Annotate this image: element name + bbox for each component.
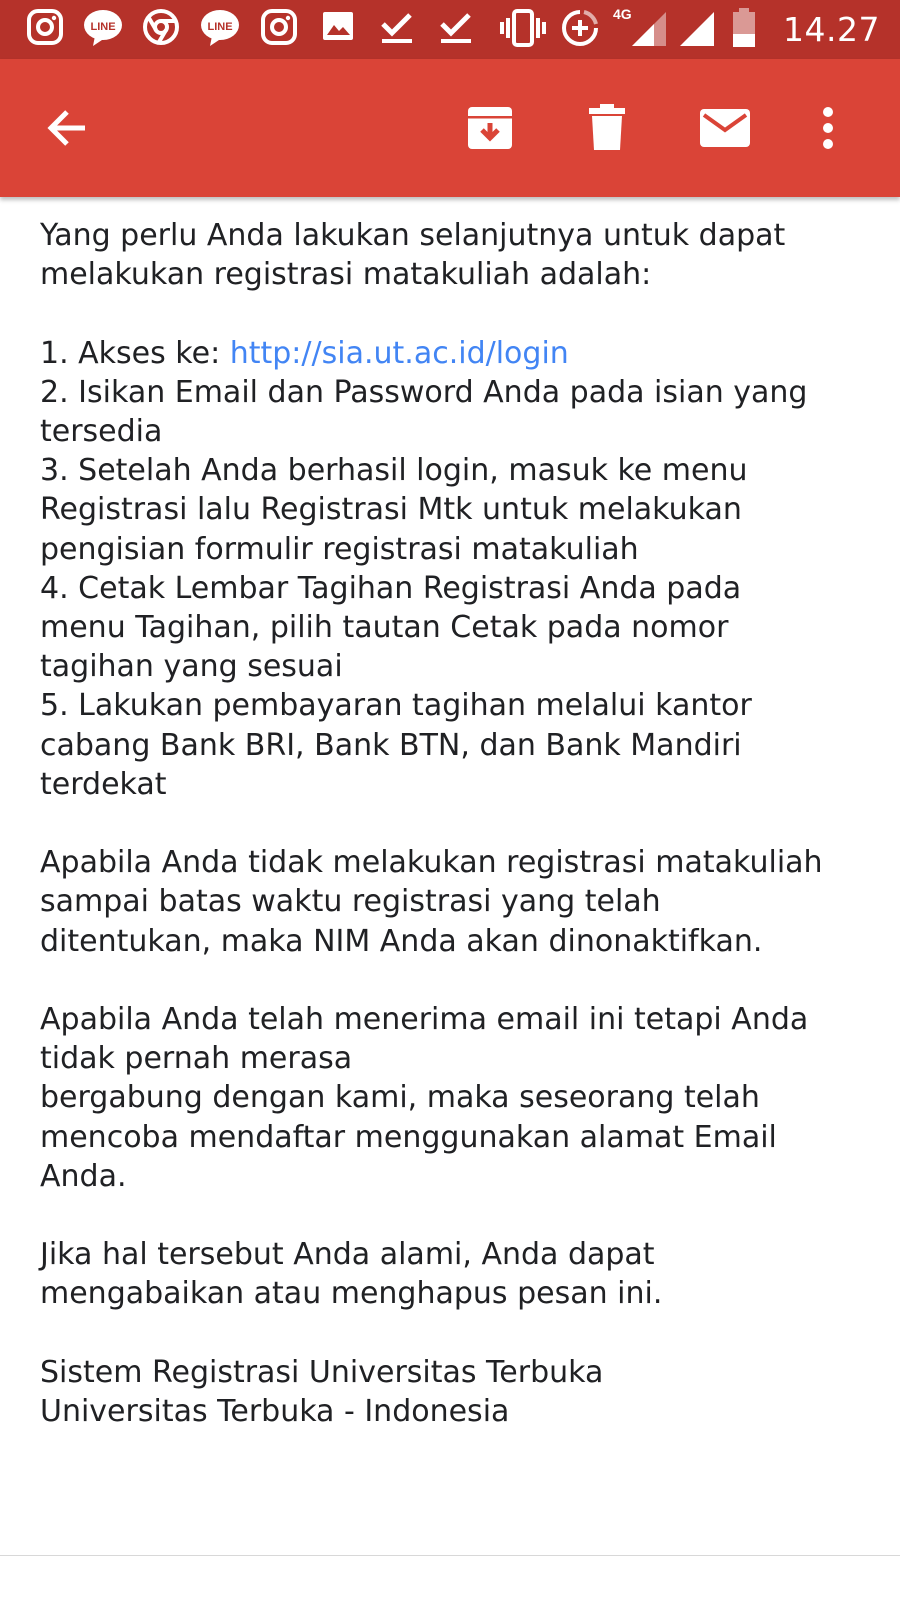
chrome-icon: [142, 8, 180, 46]
signature-line: Sistem Registrasi Universitas Terbuka: [40, 1354, 604, 1390]
email-body: [40, 216, 870, 1431]
mark-unread-button[interactable]: [690, 93, 760, 163]
more-vert-icon: [821, 106, 835, 150]
step-5-line: terdekat: [40, 766, 167, 802]
delete-button[interactable]: [572, 93, 642, 163]
status-bar: [0, 0, 900, 59]
notice-line: Apabila Anda telah menerima email ini tetapi Anda: [40, 1002, 809, 1038]
svg-text:LINE: LINE: [90, 21, 116, 33]
gallery-icon: [320, 8, 356, 44]
step-4-line: menu Tagihan, pilih tautan Cetak pada nomor: [40, 610, 729, 646]
data-saver-icon: [560, 8, 600, 48]
instagram-icon: [26, 8, 64, 46]
notice-line: bergabung dengan kami, maka seseorang telah: [40, 1080, 760, 1116]
step-3-line: pengisian formulir registrasi matakuliah: [40, 531, 639, 567]
line-icon: [83, 8, 123, 48]
step-3-line: Registrasi lalu Registrasi Mtk untuk melakukan: [40, 492, 742, 528]
check-icon: [378, 8, 416, 46]
vibrate-icon: [500, 8, 546, 48]
check-icon: [437, 8, 475, 46]
warning-line: Apabila Anda tidak melakukan registrasi matakuliah: [40, 845, 823, 881]
arrow-back-icon: [45, 106, 89, 150]
intro-line: Yang perlu Anda lakukan selanjutnya untuk dapat: [40, 218, 786, 253]
divider: [0, 1555, 900, 1556]
warning-line: ditentukan, maka NIM Anda akan dinonaktifkan.: [40, 923, 763, 959]
line-icon: [200, 8, 240, 48]
step-2-line: tersedia: [40, 414, 163, 449]
clock: 14.27: [783, 10, 880, 49]
battery-icon: [732, 8, 756, 48]
step-4-line: tagihan yang sesuai: [40, 649, 343, 685]
notice-line: mencoba mendaftar menggunakan alamat Email: [40, 1119, 777, 1155]
more-options-button[interactable]: [793, 93, 863, 163]
archive-icon: [466, 104, 514, 152]
notice-line: tidak pernah merasa: [40, 1041, 353, 1077]
svg-text:LINE: LINE: [207, 21, 233, 33]
network-type-label: 4G: [613, 6, 632, 22]
signature-line: Universitas Terbuka - Indonesia: [40, 1394, 510, 1430]
instagram-icon: [260, 8, 298, 46]
signal-icon: [678, 8, 718, 48]
mail-icon: [699, 108, 751, 148]
step-2-line: 2. Isikan Email dan Password Anda pada isian yang: [40, 374, 808, 410]
ignore-line: Jika hal tersebut Anda alami, Anda dapat: [40, 1237, 655, 1273]
step-3-line: 3. Setelah Anda berhasil login, masuk ke menu: [40, 453, 748, 489]
step-1: [40, 334, 870, 373]
step-4-line: 4. Cetak Lembar Tagihan Registrasi Anda pada: [40, 570, 742, 606]
step-5-line: cabang Bank BRI, Bank BTN, dan Bank Mandiri: [40, 727, 742, 763]
step-1-prefix: 1. Akses ke:: [40, 335, 230, 371]
archive-button[interactable]: [455, 93, 525, 163]
ignore-line: mengabaikan atau menghapus pesan ini.: [40, 1276, 663, 1312]
notice-line: Anda.: [40, 1158, 127, 1194]
step-5-line: 5. Lakukan pembayaran tagihan melalui kantor: [40, 688, 752, 724]
intro-line: melakukan registrasi matakuliah adalah:: [40, 257, 652, 293]
trash-icon: [587, 104, 627, 152]
back-button[interactable]: [32, 93, 102, 163]
app-toolbar: [0, 59, 900, 197]
signal-icon: [628, 8, 668, 48]
warning-line: sampai batas waktu registrasi yang telah: [40, 884, 661, 920]
sia-login-link[interactable]: http://sia.ut.ac.id/login: [229, 335, 569, 371]
